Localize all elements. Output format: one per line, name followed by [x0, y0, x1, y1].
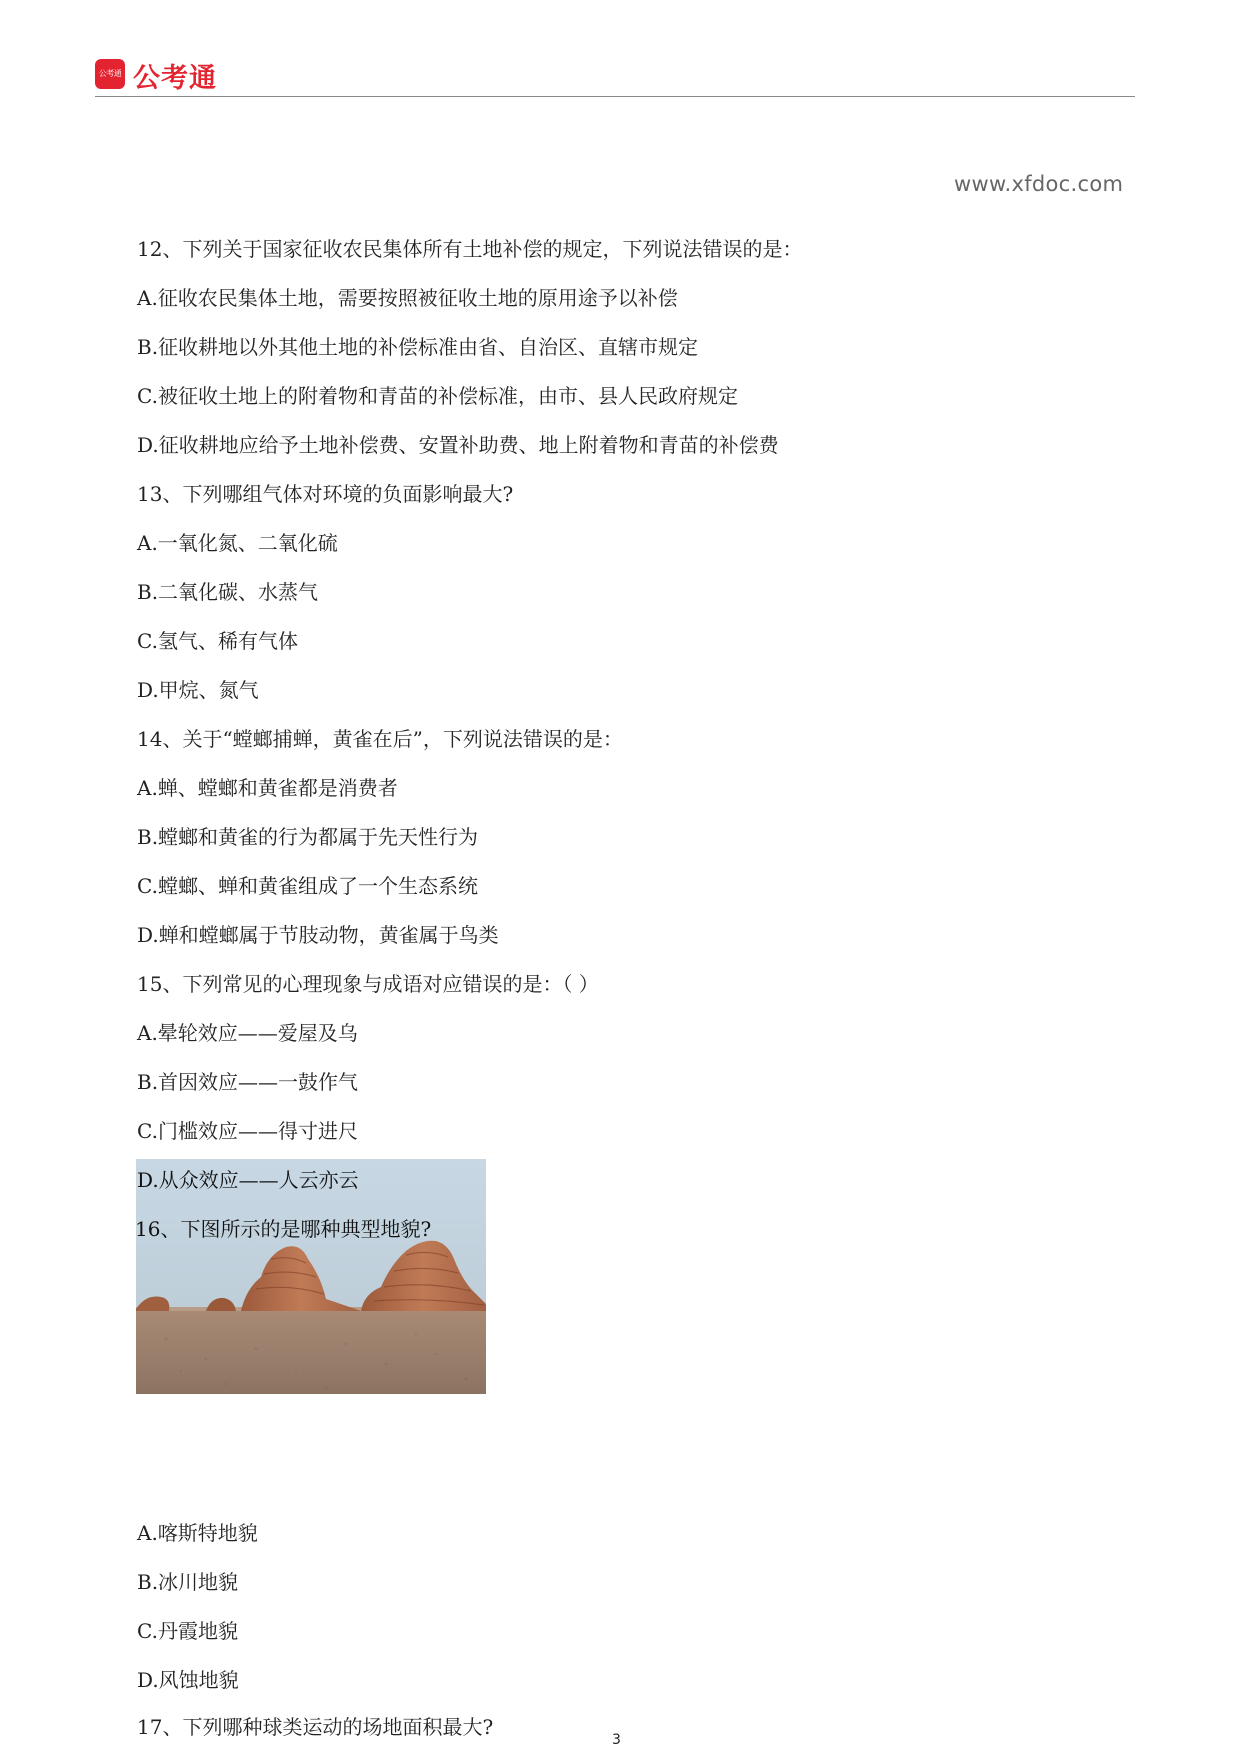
question-13-option-a: A.一氧化氮、二氧化硫	[137, 531, 338, 555]
question-14-option-b: B.螳螂和黄雀的行为都属于先天性行为	[137, 825, 479, 849]
logo-text: 公考通	[133, 63, 217, 94]
question-12-option-b: B.征收耕地以外其他土地的补偿标准由省、自治区、直辖市规定	[137, 335, 699, 359]
question-16-option-a: A.喀斯特地貌	[137, 1521, 258, 1545]
page-number: 3	[612, 1732, 621, 1748]
question-15-option-c: C.门槛效应——得寸进尺	[137, 1119, 358, 1143]
question-12-option-a: A.征收农民集体土地，需要按照被征收土地的原用途予以补偿	[137, 286, 678, 310]
question-14-option-d: D.蝉和螳螂属于节肢动物，黄雀属于鸟类	[137, 923, 499, 947]
question-16-stem: 16、下图所示的是哪种典型地貌?	[135, 1217, 432, 1241]
question-12-option-c: C.被征收土地上的附着物和青苗的补偿标准，由市、县人民政府规定	[137, 384, 738, 408]
site-url: www.xfdoc.com	[954, 172, 1124, 196]
question-14-stem: 14、关于“螳螂捕蝉，黄雀在后”，下列说法错误的是：	[137, 727, 623, 751]
question-15-option-d: D.从众效应——人云亦云	[137, 1168, 359, 1192]
question-14-option-a: A.蝉、螳螂和黄雀都是消费者	[137, 776, 398, 800]
question-14-option-c: C.螳螂、蝉和黄雀组成了一个生态系统	[137, 874, 478, 898]
question-13-option-c: C.氢气、稀有气体	[137, 629, 298, 653]
logo-badge: 公考通	[95, 59, 125, 89]
question-16-option-d: D.风蚀地貌	[137, 1668, 239, 1692]
question-17-stem: 17、下列哪种球类运动的场地面积最大?	[137, 1715, 494, 1739]
question-15-option-a: A.晕轮效应——爱屋及乌	[137, 1021, 358, 1045]
question-13-stem: 13、下列哪组气体对环境的负面影响最大?	[137, 482, 514, 506]
page-header	[95, 58, 1135, 98]
question-12-stem: 12、下列关于国家征收农民集体所有土地补偿的规定，下列说法错误的是：	[137, 237, 803, 261]
landform-photo	[136, 1159, 486, 1394]
question-13-option-b: B.二氧化碳、水蒸气	[137, 580, 319, 604]
header-divider	[95, 96, 1135, 97]
question-16-option-b: B.冰川地貌	[137, 1570, 239, 1594]
question-15-stem: 15、下列常见的心理现象与成语对应错误的是：（ ）	[137, 972, 599, 996]
question-15-option-b: B.首因效应——一鼓作气	[137, 1070, 359, 1094]
question-16-option-c: C.丹霞地貌	[137, 1619, 238, 1643]
question-12-option-d: D.征收耕地应给予土地补偿费、安置补助费、地上附着物和青苗的补偿费	[137, 433, 779, 457]
question-13-option-d: D.甲烷、氮气	[137, 678, 259, 702]
